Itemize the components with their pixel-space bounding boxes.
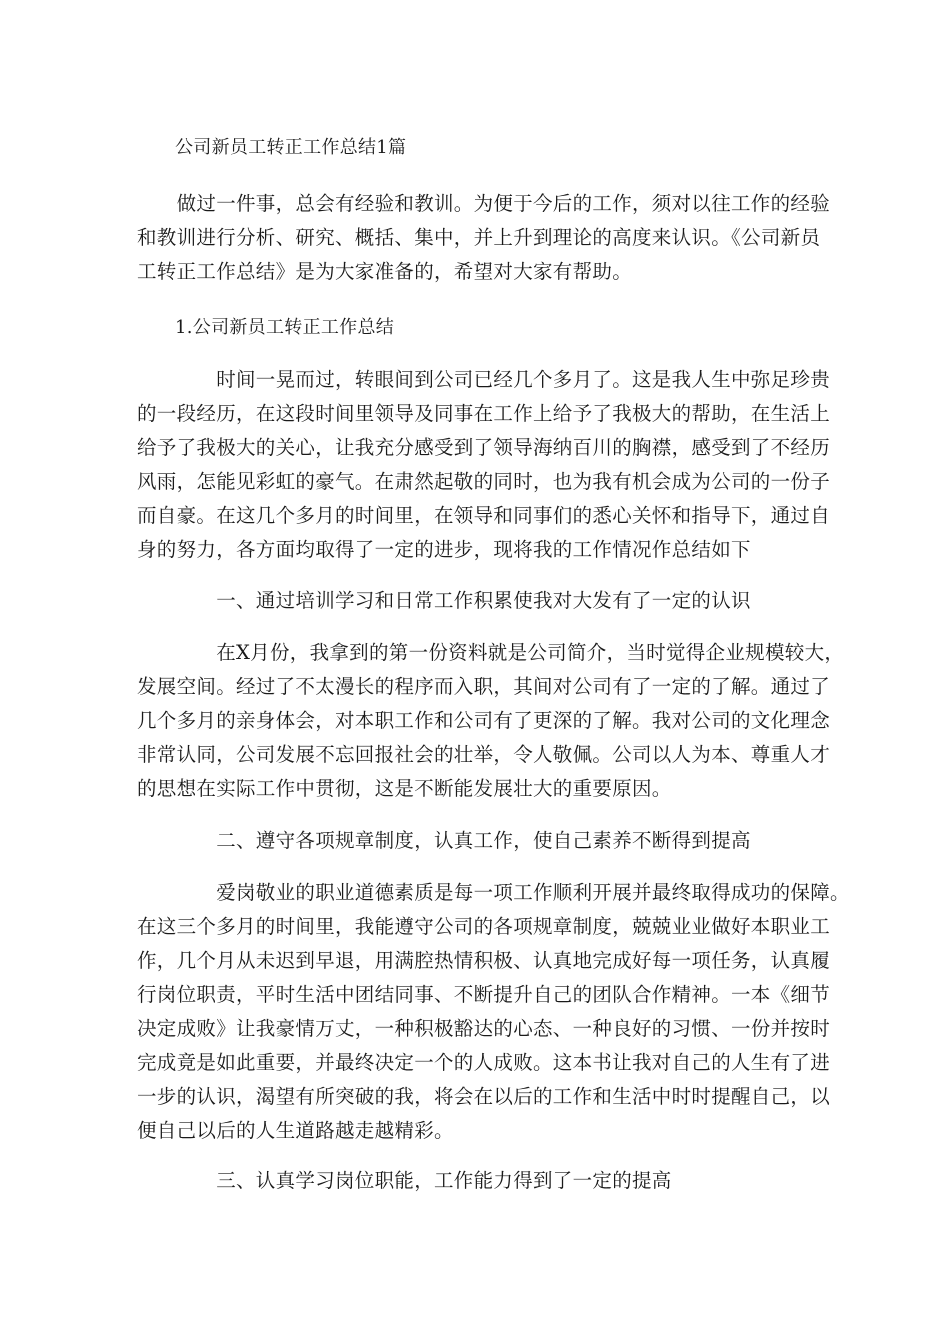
section-heading: 三、认真学习岗位职能，工作能力得到了一定的提高 [137,1169,672,1192]
paragraph-line: 发展空间。经过了不太漫长的程序而入职，其间对公司有了一定的了解。通过了 [137,675,831,698]
paragraph-line: 身的努力，各方面均取得了一定的进步，现将我的工作情况作总结如下 [137,538,751,561]
item-heading: 1.公司新员工转正工作总结 [175,317,395,338]
document-title: 公司新员工转正工作总结1篇 [175,137,407,158]
intro-line: 做过一件事，总会有经验和教训。为便于今后的工作，须对以往工作的经验 [137,192,831,215]
intro-line: 和教训进行分析、研究、概括、集中，并上升到理论的高度来认识。《公司新员 [137,226,821,249]
paragraph-line: 爱岗敬业的职业道德素质是每一项工作顺利开展并最终取得成功的保障。 [137,881,850,904]
paragraph-line: 几个多月的亲身体会，对本职工作和公司有了更深的了解。我对公司的文化理念 [137,709,831,732]
paragraph-line: 的思想在实际工作中贯彻，这是不断能发展壮大的重要原因。 [137,777,672,800]
section-heading: 二、遵守各项规章制度，认真工作，使自己素养不断得到提高 [137,829,751,852]
paragraph-line: 时间一晃而过，转眼间到公司已经几个多月了。这是我人生中弥足珍贵 [137,368,831,391]
paragraph-line: 在这三个多月的时间里，我能遵守公司的各项规章制度，兢兢业业做好本职业工 [137,915,831,938]
paragraph-line: 行岗位职责，平时生活中团结同事、不断提升自己的团队合作精神。一本《细节 [137,983,831,1006]
paragraph-line: 风雨，怎能见彩虹的豪气。在肃然起敬的同时，也为我有机会成为公司的一份子 [137,470,831,493]
paragraph-line: 的一段经历，在这段时间里领导及同事在工作上给予了我极大的帮助，在生活上 [137,402,831,425]
paragraph-line: 便自己以后的人生道路越走越精彩。 [137,1119,454,1142]
paragraph-line: 一步的认识，渴望有所突破的我，将会在以后的工作和生活中时时提醒自己，以 [137,1085,831,1108]
paragraph-line: 在X月份，我拿到的第一份资料就是公司简介，当时觉得企业规模较大， [137,641,845,664]
paragraph-line: 完成竟是如此重要，并最终决定一个的人成败。这本书让我对自己的人生有了进 [137,1051,831,1074]
paragraph-line: 作，几个月从未迟到早退，用满腔热情积极、认真地完成好每一项任务，认真履 [137,949,831,972]
paragraph-line: 决定成败》让我豪情万丈，一种积极豁达的心态、一种良好的习惯、一份并按时 [137,1017,831,1040]
paragraph-line: 非常认同，公司发展不忘回报社会的壮举，令人敬佩。公司以人为本、尊重人才 [137,743,831,766]
intro-line: 工转正工作总结》是为大家准备的，希望对大家有帮助。 [137,260,633,283]
section-heading: 一、通过培训学习和日常工作积累使我对大发有了一定的认识 [137,589,751,612]
paragraph-line: 而自豪。在这几个多月的时间里，在领导和同事们的悉心关怀和指导下，通过自 [137,504,831,527]
paragraph-line: 给予了我极大的关心，让我充分感受到了领导海纳百川的胸襟，感受到了不经历 [137,436,831,459]
